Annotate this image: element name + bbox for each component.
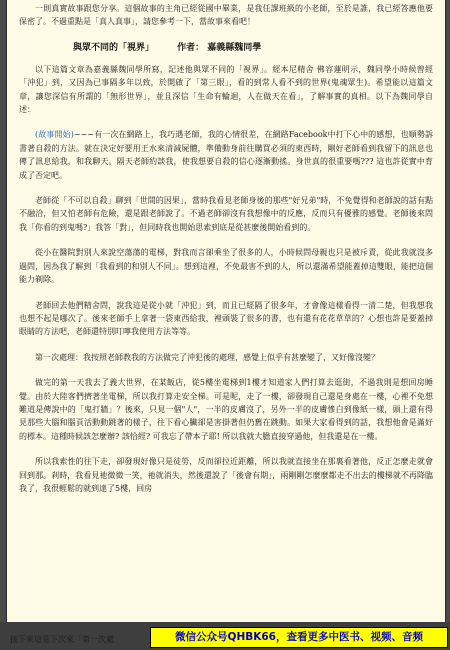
article-title: 與眾不同的「視界」 [73, 42, 155, 53]
story-start-marker: (故事開始) [35, 130, 74, 140]
body-paragraph: 從小在醫院對別人來說空蕩蕩的電梯，對我而言卻乘坐了很多的人，小時候問母親也只是被斥責，從此我就沒多過問，因為我了解到「我看到的和別人不同」。想到這裡，不免最害不到的人，所以還滿希望能蓋掉這雙眼，能把這個能力剃除。 [19, 248, 433, 285]
body-paragraph: 做完的第一天我去了義大世界，在某飯店，從5樓坐電梯到1樓才知道家人們打算去逛街，不過我則是想回房睡覺。由於大陸客們擠著坐電梯，所以我打算走安全梯。可是呢，走了一樓，卻發現自己還是身處在一樓，心裡不免想難道是傳說中的「鬼打牆」？後來，只見一個"人"，一半的皮膚沒了，另外一半的皮膚慘白到像紙一樣，頭上還有得見那些大腦和腦頁活動動跳著的樣子，往下看心臟卻是害掛著但仍舊在跳動。如果大家看得到的話，我想他會是滿好的標本。這種時候該怎麼辦? 該恰經? 可我忘了帶本子耶! 所以我就大膽直接穿過他，但我還是在一樓。 [19, 378, 433, 441]
body-paragraph: 所以我索性的往下走，卻發現好像只是徒勞，反而卻拉近距離，所以我就直接坐在那裏看著他，反正怎麼走就會回到那。剎時，我看見祂微微一笑，祂就消失，然後還說了「後會有期」，兩剛剛怎麼麼都走不出去的樓梯就不再降臨我了，我很輕鬆的就到達了5樓，回房 [19, 457, 433, 493]
article-author: 作者： 嘉義縣魏同學 [177, 42, 262, 53]
body-paragraph: 第一次處理：我按照老師教我的方法做完了沖犯後的處理，感覺上似乎有甚麼變了，又好像沒變？ [35, 352, 379, 362]
body-paragraph: 以下這篇文章為嘉義縣魏同學所寫，記述他與眾不同的「視界」。經本尼精舍 佛容蓮明示，魏同學小時候曾經「沖犯」到，又因為已事隔多年以致，於開啟了「第三眼」，看的到常人看不到的世界(鬼魂眾生)。希望能以這篇文章，讓您深信有所謂的「無形世界」，並且深信「生命有輪迴，人在做天在看」，了解事實的真相。以下為魏同學自述： [19, 64, 433, 115]
document-content [7, 0, 445, 495]
body-paragraph [19, 128, 433, 182]
body-paragraph: 老師從「不可以自殺」聊到「世間的因果」，當時我看見老師身後的那些"好兄弟"時，不免覺得和老師說的話有點不融洽，但又怕老師有危險，還是跟老師說了。不過老師卻沒有我想像中的反應，反而只有優雅的感覺。老師後來問我「你看的到鬼嗎?」我答「對」，但同時我也開始思索到底是從甚麼後開始看到的。 [19, 196, 433, 232]
document-page [6, 0, 446, 622]
body-paragraph: 老師回去他們精舍問，說我這是從小就「沖犯」到，而且已經隔了很多年，才會像這樣看得一清二楚，但我想我也想不起是哪次了。後來老師手上拿著一袋東西給我，裡頭裝了很多的書，也有還有花花草草的？心想也許是要蓋掉眼睛的方法吧，老師還特別叮嚀我使用方法等等。 [19, 300, 433, 337]
article-title-line [73, 41, 433, 55]
body-paragraph-text: ~~~有一次在網路上，我巧遇老師，我的心情很差，在網路Facebook中打下心中的感想，也順勢訴書著自殺的方法。就在決定好要用王水來清減屍體，準備動身前往購買必須的東西時，剛好老師看到我留下的訊息也傳了訊息給我，和我聊天。隔天老師約談我，使我想要自殺的信心逐漸動搖。身世真的很重要嗎??? 這也許從實中育成了否定吧。 [19, 130, 434, 180]
next-page-text: 接下來這是下次來「第一次處 [10, 635, 114, 644]
intro-paragraph: 一則真實故事跟您分享。這個故事的主角已經從國中畢業，是我任課班級的小老師，至於是誰，我已經答應他要保密了。不過重點是「真人真事」，請您參考一下，當故事來看吧！ [19, 4, 433, 27]
wechat-banner: 微信公众号QHBK66，查看更多中医书、视频、音频 [150, 627, 448, 648]
